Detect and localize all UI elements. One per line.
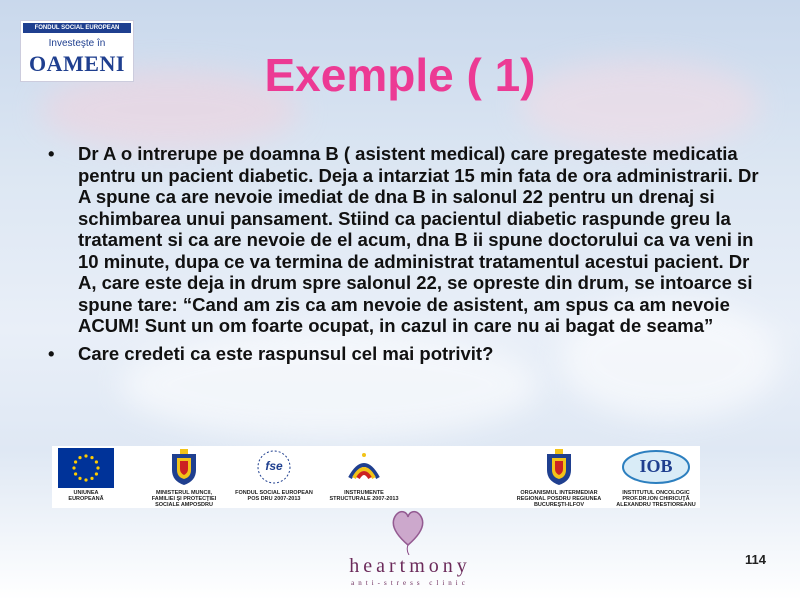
oiposdru-logo xyxy=(514,446,604,508)
ministry-caption: MINISTERUL MUNCII, FAMILIEI ŞI PROTECŢIEI SOCIALE AMPOSDRU xyxy=(151,490,217,508)
partner-logos-strip xyxy=(52,446,700,508)
ministry-logo xyxy=(144,446,224,508)
list-item xyxy=(48,343,760,365)
oiposdru-caption: ORGANISMUL INTERMEDIAR REGIONAL POSDRU REGIUNEA BUCUREŞTI-ILFOV xyxy=(516,490,602,508)
structural-instruments-icon xyxy=(344,448,384,486)
heart-balloon-icon xyxy=(388,505,428,555)
iob-logo xyxy=(612,446,700,508)
heartmony-logo xyxy=(330,505,490,585)
coat-of-arms-icon xyxy=(169,448,199,486)
eu-flag-icon xyxy=(58,448,114,488)
heartmony-tagline: anti-stress clinic xyxy=(351,579,469,587)
bullet-text: Dr A o intrerupe pe doamna B ( asistent medical) care pregateste medicatia pentru un pacient diabetic. Deja a intarziat 15 min fata de ora administrarii. Dr A spune ca are nevoie imediat de dna B in salonul 22 pentru un drenaj si schimbarea unui pansament. Stiind ca pacientul diabetic raspunde greu la tratament si ca are nevoie de el acum, dna B ii spune doctorului ca va veni in 10 minute, dupa ce va termina de administrat tratamentul acestui pacient. Dr A, care este deja in drum spre salonul 22, se opreste din drum, se intoarce si spune tare: “Cand am zis ca am nevoie de asistent, am spus ca am nevoie ACUM! Sunt un om foarte ocupat, in cazul in care nu ai bagat de seama” xyxy=(78,143,759,336)
logo-big-text: OAMENI xyxy=(29,51,125,76)
heartmony-wordmark: heartmony xyxy=(349,555,471,577)
slide-title: Exemple ( 1) xyxy=(264,49,536,101)
bullet-icon: • xyxy=(48,342,55,364)
fse-caption: FONDUL SOCIAL EUROPEAN POS DRU 2007-2013 xyxy=(235,490,313,502)
eu-caption: UNIUNEA EUROPEANĂ xyxy=(68,490,104,502)
fse-mark: fse xyxy=(265,459,283,473)
iob-mark: IOB xyxy=(639,456,673,476)
bullet-list xyxy=(48,143,760,364)
bullet-icon: • xyxy=(48,143,55,164)
eu-logo xyxy=(56,446,116,508)
logo-mid-text: Investeşte în xyxy=(48,38,106,49)
fse-logo xyxy=(232,446,316,508)
page-number: 114 xyxy=(745,552,766,567)
instrumente-caption: INSTRUMENTE STRUCTURALE 2007-2013 xyxy=(329,490,399,502)
coat-of-arms-icon xyxy=(544,448,574,486)
list-item xyxy=(48,143,760,337)
iob-caption: INSTITUTUL ONCOLOGIC PROF.DR.ION CHIRICUŢĂ ALEXANDRU TRESTIOREANU xyxy=(616,490,696,508)
instrumente-structurale-logo xyxy=(324,446,404,508)
logo-top-text: FONDUL SOCIAL EUROPEAN xyxy=(23,23,131,33)
bullet-text: Care credeti ca este raspunsul cel mai potrivit? xyxy=(78,342,494,364)
